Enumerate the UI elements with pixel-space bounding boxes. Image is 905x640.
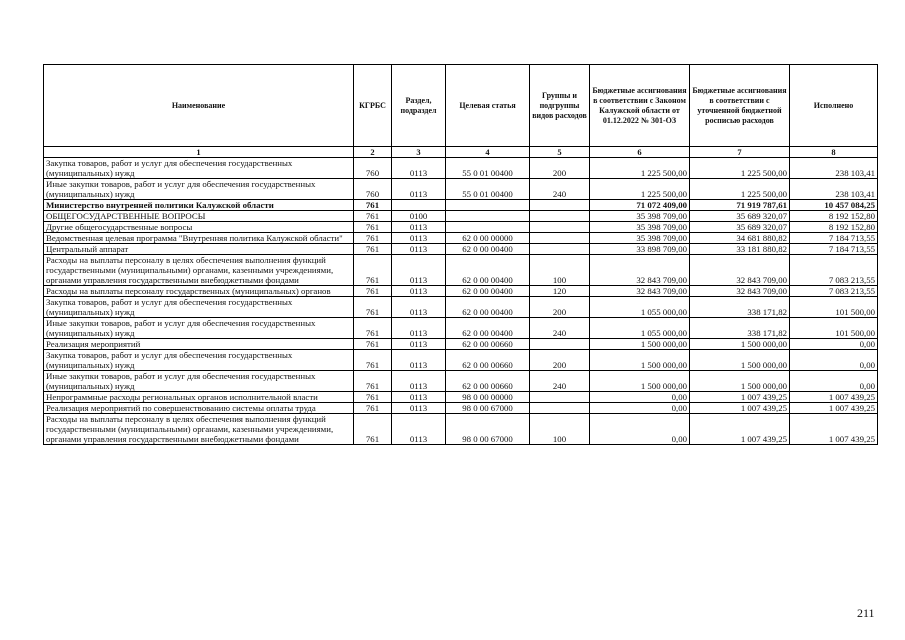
cell-refined-amount: 1 500 000,00 [690,350,790,371]
cell-kgrbs: 760 [354,179,392,200]
header-refined: Бюджетные ассигнования в соответствии с уточненной бюджетной росписью расходов [690,65,790,147]
cell-section: 0113 [392,233,446,244]
cell-refined-amount: 34 681 880,82 [690,233,790,244]
header-section: Раздел, подраздел [392,65,446,147]
cell-refined-amount: 1 225 500,00 [690,158,790,179]
cell-group [530,233,590,244]
header-law: Бюджетные ассигнования в соответствии с Законом Калужской области от 01.12.2022 № 301-ОЗ [590,65,690,147]
table-row [44,158,878,179]
cell-law-amount: 0,00 [590,403,690,414]
cell-executed-amount: 0,00 [790,339,878,350]
cell-kgrbs: 761 [354,297,392,318]
cell-section: 0113 [392,297,446,318]
column-number: 4 [446,147,530,158]
cell-name: Центральный аппарат [44,244,354,255]
cell-kgrbs: 761 [354,286,392,297]
cell-executed-amount: 1 007 439,25 [790,414,878,445]
table-row [44,318,878,339]
cell-kgrbs: 760 [354,158,392,179]
cell-group [530,392,590,403]
cell-target: 62 0 00 00000 [446,233,530,244]
column-number: 6 [590,147,690,158]
cell-name: Расходы на выплаты персоналу государственных (муниципальных) органов [44,286,354,297]
cell-kgrbs: 761 [354,350,392,371]
cell-target: 55 0 01 00400 [446,179,530,200]
cell-name: Министерство внутренней политики Калужской области [44,200,354,211]
cell-executed-amount: 7 083 213,55 [790,255,878,286]
table-row [44,339,878,350]
cell-group: 240 [530,371,590,392]
cell-executed-amount: 101 500,00 [790,297,878,318]
cell-section: 0113 [392,222,446,233]
table-row [44,233,878,244]
cell-kgrbs: 761 [354,222,392,233]
cell-target: 62 0 00 00400 [446,297,530,318]
cell-kgrbs: 761 [354,371,392,392]
cell-kgrbs: 761 [354,339,392,350]
cell-section: 0113 [392,350,446,371]
cell-refined-amount: 338 171,82 [690,297,790,318]
cell-law-amount: 1 225 500,00 [590,179,690,200]
column-number-row [44,147,878,158]
column-number: 5 [530,147,590,158]
cell-name: Иные закупки товаров, работ и услуг для обеспечения государственных (муниципальных) нужд [44,179,354,200]
column-number: 3 [392,147,446,158]
cell-target: 62 0 00 00660 [446,339,530,350]
cell-name: Реализация мероприятий [44,339,354,350]
cell-section: 0113 [392,286,446,297]
cell-law-amount: 1 500 000,00 [590,350,690,371]
cell-name: Закупка товаров, работ и услуг для обеспечения государственных (муниципальных) нужд [44,158,354,179]
cell-refined-amount: 35 689 320,07 [690,211,790,222]
cell-refined-amount: 1 500 000,00 [690,371,790,392]
table-body [44,158,878,445]
cell-section: 0113 [392,414,446,445]
cell-law-amount: 0,00 [590,414,690,445]
cell-kgrbs: 761 [354,414,392,445]
cell-executed-amount: 238 103,41 [790,179,878,200]
cell-refined-amount: 32 843 709,00 [690,255,790,286]
header-kgrbs: КГРБС [354,65,392,147]
table-row [44,255,878,286]
cell-executed-amount: 1 007 439,25 [790,392,878,403]
cell-name: Закупка товаров, работ и услуг для обеспечения государственных (муниципальных) нужд [44,297,354,318]
cell-name: Непрограммные расходы региональных органов исполнительной власти [44,392,354,403]
cell-section [392,200,446,211]
table-row [44,222,878,233]
cell-refined-amount: 32 843 709,00 [690,286,790,297]
cell-group [530,222,590,233]
cell-refined-amount: 33 181 880,82 [690,244,790,255]
cell-law-amount: 35 398 709,00 [590,222,690,233]
cell-name: Иные закупки товаров, работ и услуг для обеспечения государственных (муниципальных) нужд [44,371,354,392]
cell-target: 98 0 00 00000 [446,392,530,403]
cell-target [446,200,530,211]
cell-section: 0113 [392,339,446,350]
cell-group: 120 [530,286,590,297]
column-number: 7 [690,147,790,158]
cell-executed-amount: 7 184 713,55 [790,244,878,255]
cell-name: ОБЩЕГОСУДАРСТВЕННЫЕ ВОПРОСЫ [44,211,354,222]
cell-executed-amount: 8 192 152,80 [790,211,878,222]
cell-section: 0100 [392,211,446,222]
cell-name: Расходы на выплаты персоналу в целях обеспечения выполнения функций государственными (муниципальными) органами, казенными учреждениями, органами управления государственными внебюджетными фондами [44,414,354,445]
cell-refined-amount: 1 500 000,00 [690,339,790,350]
cell-kgrbs: 761 [354,255,392,286]
table-row [44,414,878,445]
cell-group [530,211,590,222]
header-groups: Группы и подгруппы видов расходов [530,65,590,147]
header-row [44,65,878,147]
cell-executed-amount: 7 083 213,55 [790,286,878,297]
cell-law-amount: 1 225 500,00 [590,158,690,179]
column-number: 1 [44,147,354,158]
cell-section: 0113 [392,392,446,403]
page-number: 211 [857,606,875,620]
cell-refined-amount: 1 225 500,00 [690,179,790,200]
cell-executed-amount: 0,00 [790,350,878,371]
cell-kgrbs: 761 [354,211,392,222]
table-row [44,244,878,255]
table-row [44,297,878,318]
cell-executed-amount: 101 500,00 [790,318,878,339]
cell-kgrbs: 761 [354,403,392,414]
cell-name: Ведомственная целевая программа "Внутренняя политика Калужской области" [44,233,354,244]
header-name: Наименование [44,65,354,147]
cell-kgrbs: 761 [354,244,392,255]
cell-refined-amount: 35 689 320,07 [690,222,790,233]
cell-group: 240 [530,179,590,200]
cell-law-amount: 32 843 709,00 [590,286,690,297]
cell-kgrbs: 761 [354,233,392,244]
cell-group: 100 [530,414,590,445]
cell-name: Другие общегосударственные вопросы [44,222,354,233]
cell-group [530,403,590,414]
cell-target: 62 0 00 00400 [446,255,530,286]
cell-executed-amount: 8 192 152,80 [790,222,878,233]
cell-kgrbs: 761 [354,392,392,403]
cell-law-amount: 1 500 000,00 [590,371,690,392]
column-number: 8 [790,147,878,158]
cell-refined-amount: 338 171,82 [690,318,790,339]
cell-target: 98 0 00 67000 [446,414,530,445]
cell-executed-amount: 238 103,41 [790,158,878,179]
cell-group [530,200,590,211]
table-row [44,403,878,414]
table-row [44,350,878,371]
cell-target: 98 0 00 67000 [446,403,530,414]
table-row [44,286,878,297]
cell-target: 62 0 00 00660 [446,371,530,392]
cell-target: 62 0 00 00400 [446,244,530,255]
cell-law-amount: 0,00 [590,392,690,403]
table-row [44,200,878,211]
cell-law-amount: 71 072 409,00 [590,200,690,211]
cell-section: 0113 [392,255,446,286]
cell-executed-amount: 0,00 [790,371,878,392]
cell-kgrbs: 761 [354,200,392,211]
cell-executed-amount: 1 007 439,25 [790,403,878,414]
cell-refined-amount: 71 919 787,61 [690,200,790,211]
cell-target: 62 0 00 00400 [446,318,530,339]
cell-group: 200 [530,158,590,179]
cell-section: 0113 [392,158,446,179]
cell-group [530,244,590,255]
cell-section: 0113 [392,179,446,200]
table-row [44,179,878,200]
cell-section: 0113 [392,403,446,414]
header-target: Целевая статья [446,65,530,147]
cell-target [446,211,530,222]
cell-law-amount: 1 500 000,00 [590,339,690,350]
cell-target [446,222,530,233]
budget-table [43,64,878,445]
table-row [44,211,878,222]
cell-group: 200 [530,297,590,318]
cell-law-amount: 1 055 000,00 [590,318,690,339]
cell-target: 55 0 01 00400 [446,158,530,179]
cell-name: Закупка товаров, работ и услуг для обеспечения государственных (муниципальных) нужд [44,350,354,371]
cell-law-amount: 33 898 709,00 [590,244,690,255]
cell-target: 62 0 00 00400 [446,286,530,297]
cell-law-amount: 35 398 709,00 [590,211,690,222]
cell-executed-amount: 10 457 084,25 [790,200,878,211]
cell-section: 0113 [392,318,446,339]
cell-group: 240 [530,318,590,339]
cell-name: Иные закупки товаров, работ и услуг для обеспечения государственных (муниципальных) нужд [44,318,354,339]
cell-law-amount: 1 055 000,00 [590,297,690,318]
table-row [44,371,878,392]
cell-refined-amount: 1 007 439,25 [690,403,790,414]
cell-section: 0113 [392,244,446,255]
cell-executed-amount: 7 184 713,55 [790,233,878,244]
cell-refined-amount: 1 007 439,25 [690,414,790,445]
cell-law-amount: 32 843 709,00 [590,255,690,286]
table-row [44,392,878,403]
cell-target: 62 0 00 00660 [446,350,530,371]
cell-group: 200 [530,350,590,371]
cell-group: 100 [530,255,590,286]
header-executed: Исполнено [790,65,878,147]
cell-name: Расходы на выплаты персоналу в целях обеспечения выполнения функций государственными (муниципальными) органами, казенными учреждениями, органами управления государственными внебюджетными фондами [44,255,354,286]
cell-kgrbs: 761 [354,318,392,339]
cell-refined-amount: 1 007 439,25 [690,392,790,403]
cell-group [530,339,590,350]
cell-law-amount: 35 398 709,00 [590,233,690,244]
cell-section: 0113 [392,371,446,392]
column-number: 2 [354,147,392,158]
cell-name: Реализация мероприятий по совершенствованию системы оплаты труда [44,403,354,414]
